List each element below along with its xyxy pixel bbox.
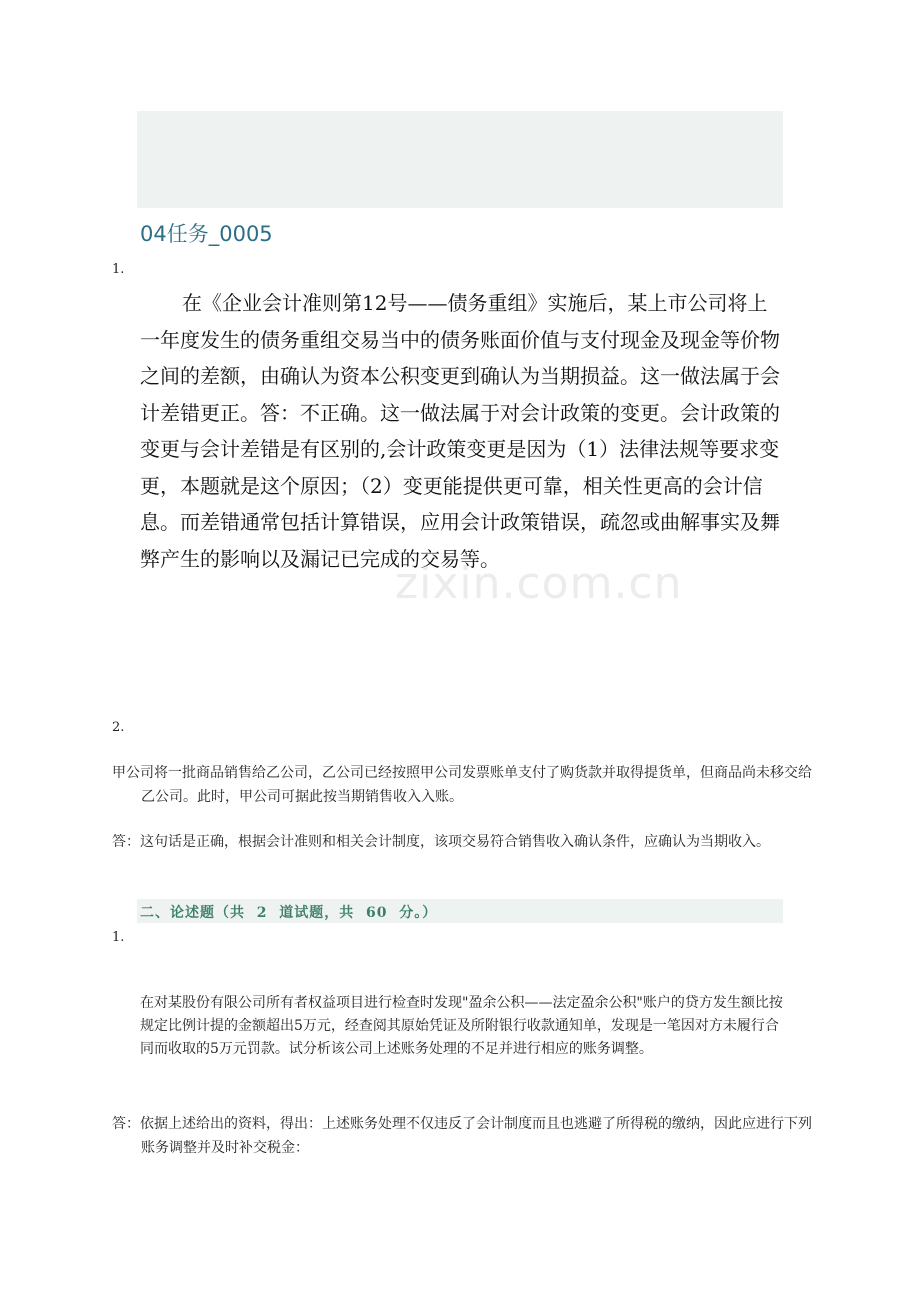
task-title: 04任务_0005 (140, 222, 273, 246)
header-banner (137, 111, 783, 208)
question-number: 1. (112, 262, 125, 277)
essay-number: 1. (112, 930, 125, 945)
question-1-text (140, 285, 785, 577)
watermark: zixin.com.cn (395, 558, 683, 609)
question-2-answer: 答：这句话是正确，根据会计准则和相关会计制度，该项交易符合销售收入确认条件，应确认为当期收入。 (112, 834, 770, 850)
question-1-body: 在《企业会计准则第12号——债务重组》实施后，某上市公司将上一年度发生的债务重组交易当中的债务账面价值与支付现金及现金等价物之间的差额，由确认为资本公积变更到确认为当期损益。这一做法属于会计差错更正。答：不正确。这一做法属于对会计政策的变更。会计政策的变更与会计差错是有区别的,会计政策变更是因为（1）法律法规等要求变更，本题就是这个原因；（2）变更能提供更可靠，相关性更高的会计信息。而差错通常包括计算错误，应用会计政策错误，疏忽或曲解事实及舞弊产生的影响以及漏记已完成的交易等。 (140, 291, 780, 571)
question-2-text: 甲公司将一批商品销售给乙公司，乙公司已经按照甲公司发票账单支付了购货款并取得提货单，但商品尚未移交给乙公司。此时，甲公司可据此按当期销售收入入账。 (112, 765, 812, 805)
essay-1-answer: 答：依据上述给出的资料，得出：上述账务处理不仅违反了会计制度而且也逃避了所得税的缴纳，因此应进行下列账务调整并及时补交税金： (112, 1116, 812, 1156)
essay-1-text: 在对某股份有限公司所有者权益项目进行检查时发现"盈余公积——法定盈余公积"账户的贷方发生额比按规定比例计提的金额超出5万元，经查阅其原始凭证及所附银行收款通知单，发现是一笔因对方未履行合同而收取的5万元罚款。试分析该公司上述账务处理的不足并进行相应的账务调整。 (140, 995, 783, 1057)
question-number: 2. (112, 720, 125, 735)
section-title: 二、论述题（共 2 道试题，共 60 分。） (140, 905, 438, 921)
